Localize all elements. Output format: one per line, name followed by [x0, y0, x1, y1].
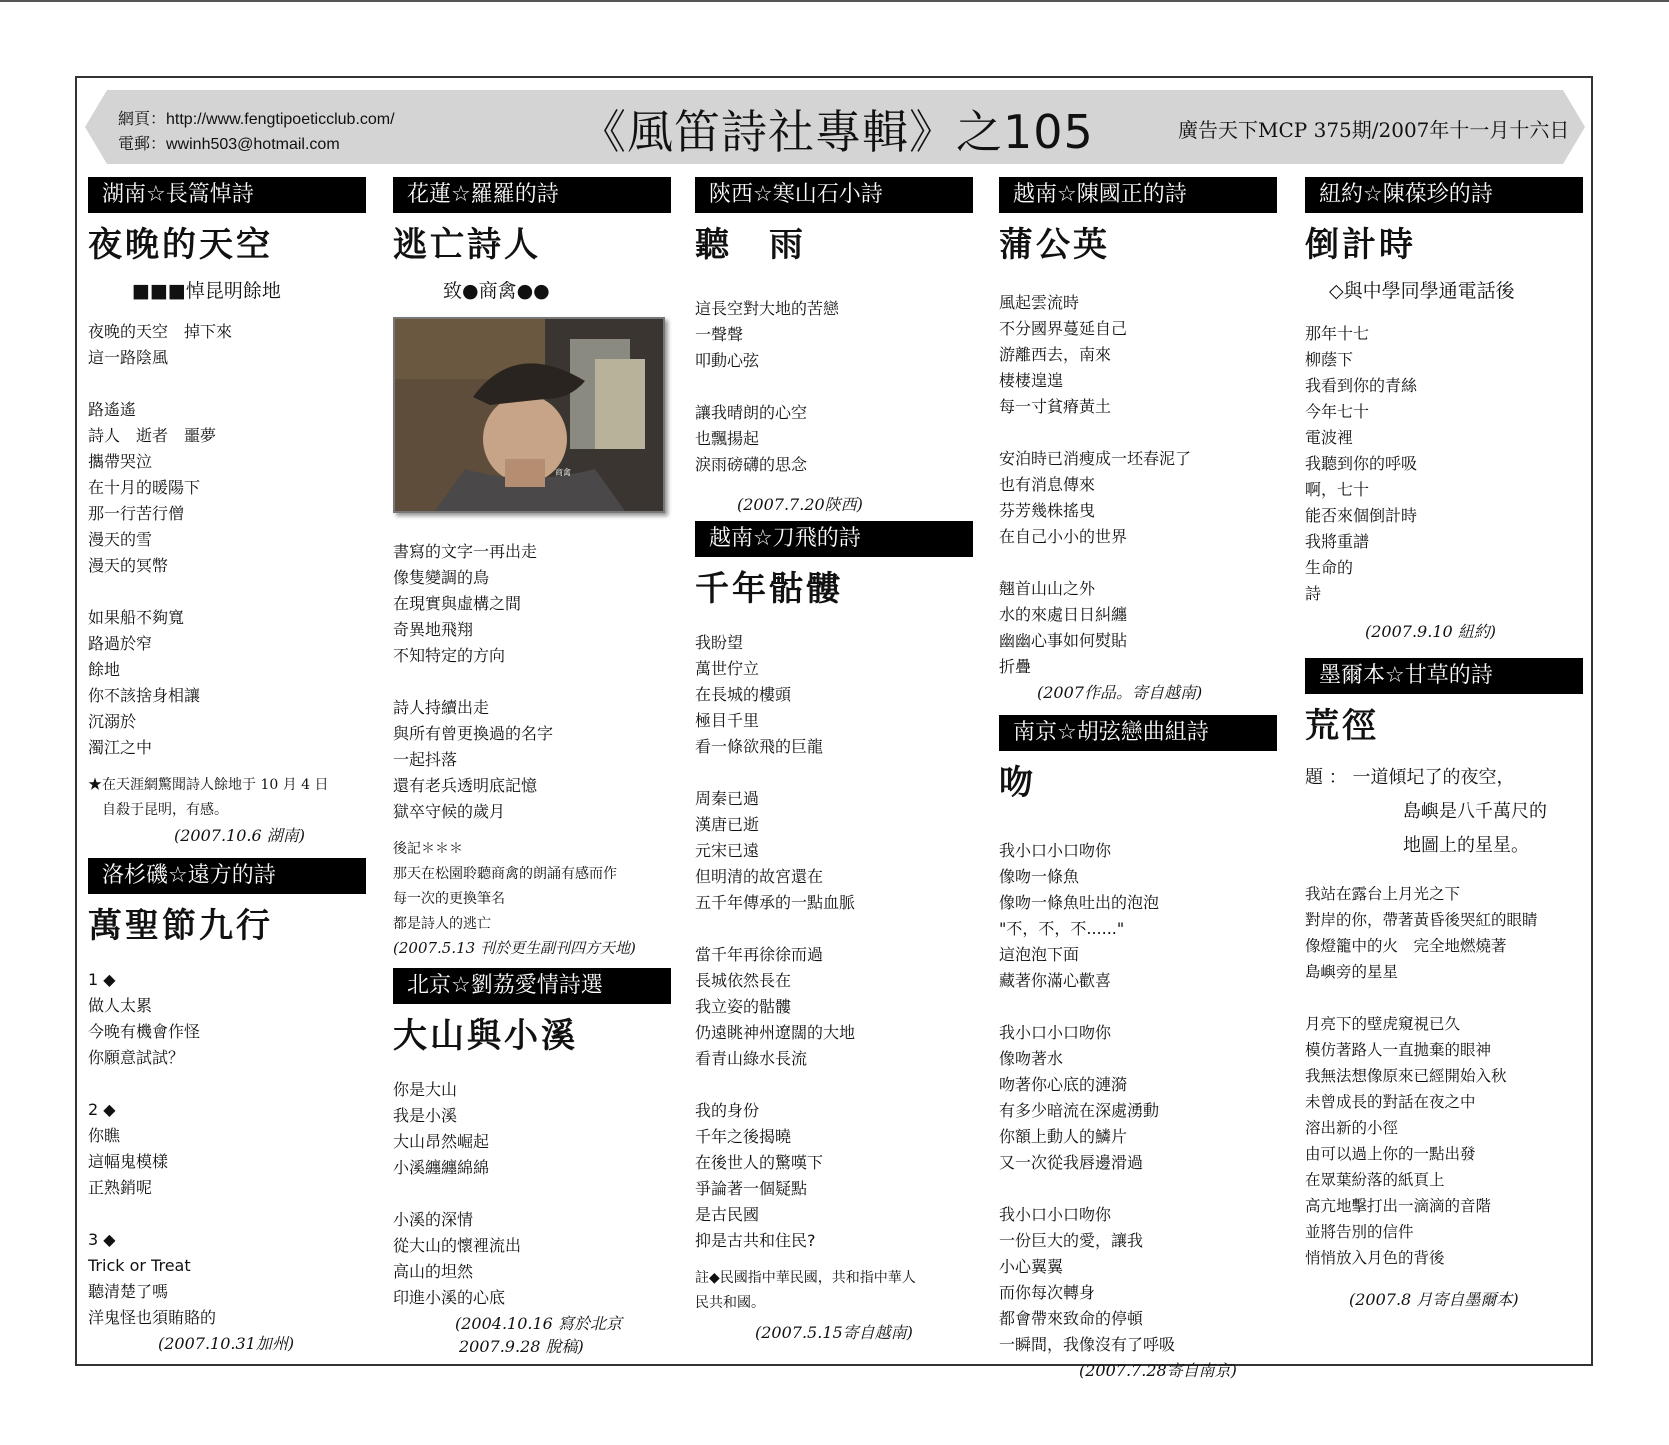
poem-title: 倒計時 — [1305, 225, 1416, 265]
poem-subtitle: 致●商禽●● — [443, 280, 550, 302]
poem-date: (2007.10.6 湖南) — [174, 826, 306, 845]
poem-body: 我站在露台上月光之下 對岸的你，帶著黃昏後哭紅的眼睛 像燈籠中的火 完全地燃燒著 島嶼旁的星星 月亮下的壁虎窺視已久 模仿著路人一直拋棄的眼神 我無法想像原來已經開始入秋 未曾成長的對話在夜之中 溶出新的小徑 由可以過上你的一點出發 在眾葉紛落的紙頁上 高亢地擊打出一滴滴的音階 並將告別的信件 悄悄放入月色的背後 — [1305, 885, 1538, 1267]
column-3 — [695, 177, 973, 1343]
poem-subtitle: ■■■悼昆明餘地 — [132, 280, 281, 302]
poem-title: 萬聖節九行 — [88, 906, 273, 946]
poem-body: 1 ◆ 做人太累 今晚有機會作怪 你願意試試？ 2 ◆ 你瞧 這幅鬼模樣 正熟銷呢 3 ◆ Trick or Treat 聽清楚了嗎 洋鬼怪也須賄賂的 — [88, 970, 217, 1327]
photo-caption: 商禽 — [555, 468, 571, 477]
poem-title: 逃亡詩人 — [393, 225, 541, 265]
poem-note: 後記＊＊＊ 那天在松園聆聽商禽的朗誦有感而作 每一次的更換筆名 都是詩人的逃亡 — [393, 841, 617, 932]
issue-info: 廣告天下MCP 375期/2007年十一月十六日 — [1178, 118, 1570, 142]
poem-body: 書寫的文字一再出走 像隻變調的鳥 在現實與虛構之間 奇異地飛翔 不知特定的方向 詩人持續出走 與所有曾更換過的名字 一起抖落 還有老兵透明底記憶 獄卒守候的歲月 — [393, 542, 554, 821]
page-title: 《風笛詩社專輯》之105 — [580, 105, 1094, 159]
poem-title: 聽 雨 — [695, 225, 806, 265]
poem-date: (2007.7.28寄自南京) — [1079, 1361, 1237, 1380]
section-bar: 湖南☆長篙悼詩 — [88, 177, 366, 213]
column-2 — [393, 177, 671, 1357]
poem-date: (2007.5.13 刊於更生副刊四方天地) — [393, 939, 636, 957]
top-rule — [0, 0, 1669, 2]
poem-body: 你是大山 我是小溪 大山昂然崛起 小溪纏纏綿綿 小溪的深情 從大山的懷裡流出 高山的坦然 印進小溪的心底 — [393, 1080, 522, 1307]
poem-title: 荒徑 — [1305, 706, 1379, 746]
section-bar: 花蓮☆羅羅的詩 — [393, 177, 671, 213]
poem-epigraph: 地圖上的星星。 — [1403, 835, 1529, 856]
column-4 — [999, 177, 1277, 1381]
poem-title: 大山與小溪 — [393, 1016, 578, 1056]
section-bar: 紐約☆陳葆珍的詩 — [1305, 177, 1583, 213]
poem-note: ★在天涯網驚聞詩人餘地于 10 月 4 日 自殺于昆明，有感。 — [88, 777, 329, 818]
section-bar: 墨爾本☆甘草的詩 — [1305, 658, 1583, 694]
poem-title: 吻 — [999, 763, 1036, 803]
poem-date: (2007.10.31加州) — [158, 1334, 295, 1353]
section-bar: 洛杉磯☆遠方的詩 — [88, 858, 366, 894]
section-bar: 陝西☆寒山石小詩 — [695, 177, 973, 213]
poem-epigraph: 島嶼是八千萬尺的 — [1403, 801, 1547, 822]
email-line: 電郵：wwinh503@hotmail.com — [118, 136, 340, 153]
section-bar: 南京☆胡弦戀曲組詩 — [999, 715, 1277, 751]
section-bar: 北京☆劉荔愛情詩選 — [393, 968, 671, 1004]
website-line: 網頁：http://www.fengtipoeticclub.com/ — [118, 111, 395, 128]
poem-body: 那年十七 柳蔭下 我看到你的青絲 今年七十 電波裡 我聽到你的呼吸 啊，七十 能否來個倒計時 我將重譜 生命的 詩 — [1305, 324, 1418, 603]
section-bar: 越南☆刀飛的詩 — [695, 521, 973, 557]
poem-date: (2007.7.20陝西) — [737, 495, 863, 514]
poem-body: 我小口小口吻你 像吻一條魚 像吻一條魚吐出的泡泡 "不，不，不......" 這泡泡下面 藏著你滿心歡喜 我小口小口吻你 像吻著水 吻著你心底的漣漪 有多少暗流在深處湧動 你額上動人的鱗片 又一次從我唇邊滑過 我小口小口吻你 一份巨大的愛，讓我 小心翼翼 而你每次轉身 都會帶來致命的停頓 一瞬間，我像沒有了呼吸 — [999, 841, 1176, 1354]
poem-title: 千年骷髏 — [695, 569, 843, 609]
section-bar: 越南☆陳國正的詩 — [999, 177, 1277, 213]
poem-epigraph: 題 ： 一道傾圮了的夜空， — [1305, 767, 1515, 788]
poem-body: 這長空對大地的苦戀 一聲聲 叩動心弦 讓我晴朗的心空 也飄揚起 淚雨磅礴的思念 — [695, 299, 840, 474]
poem-date: (2007作品。寄自越南) — [1037, 683, 1203, 702]
poem-date: (2007.8 月寄自墨爾本) — [1349, 1290, 1519, 1309]
poem-title: 夜晚的天空 — [88, 225, 273, 265]
poem-subtitle: ◇與中學同學通電話後 — [1329, 280, 1515, 302]
poem-date: (2007.9.10 紐約) — [1365, 622, 1497, 641]
poem-date: (2004.10.16 寫於北京 — [455, 1314, 622, 1333]
poem-body: 風起雲流時 不分國界蔓延自己 游離西去，南來 棲棲遑遑 每一寸貧瘠黃土 安泊時已消瘦成一坯春泥了 也有消息傳來 芬芳幾株搖曳 在自己小小的世界 翹首山山之外 水的來處日日糾纏 幽幽心事如何熨貼 折疊 — [999, 293, 1192, 676]
poet-photo — [393, 317, 665, 513]
column-1 — [88, 177, 366, 1354]
poem-body: 夜晚的天空 掉下來 這一路陰風 路遙遙 詩人 逝者 噩夢 攜帶哭泣 在十月的暖陽下 那一行苦行僧 漫天的雪 漫天的冥幣 如果船不夠寬 路過於窄 餘地 你不該捨身相讓 沉溺於 濁江之中 — [88, 322, 233, 757]
poem-title: 蒲公英 — [999, 225, 1110, 265]
column-5 — [1305, 177, 1583, 1310]
poem-date: (2007.5.15寄自越南) — [755, 1323, 913, 1342]
poem-date: 2007.9.28 脫稿) — [459, 1337, 584, 1356]
poem-body: 我盼望 萬世佇立 在長城的樓頭 極目千里 看一條欲飛的巨龍 周秦已過 漢唐已逝 元宋已遠 但明清的故宮還在 五千年傳承的一點血脈 當千年再徐徐而過 長城依然長在 我立姿的骷髏 仍遠眺神州遼闊的大地 看青山綠水長流 我的身份 千年之後揭曉 在後世人的驚嘆下 爭論著一個疑點 是古民國 抑是古共和住民? — [695, 633, 856, 1250]
poem-note: 註◆民國指中華民國，共和指中華人 民共和國。 — [695, 1270, 916, 1311]
